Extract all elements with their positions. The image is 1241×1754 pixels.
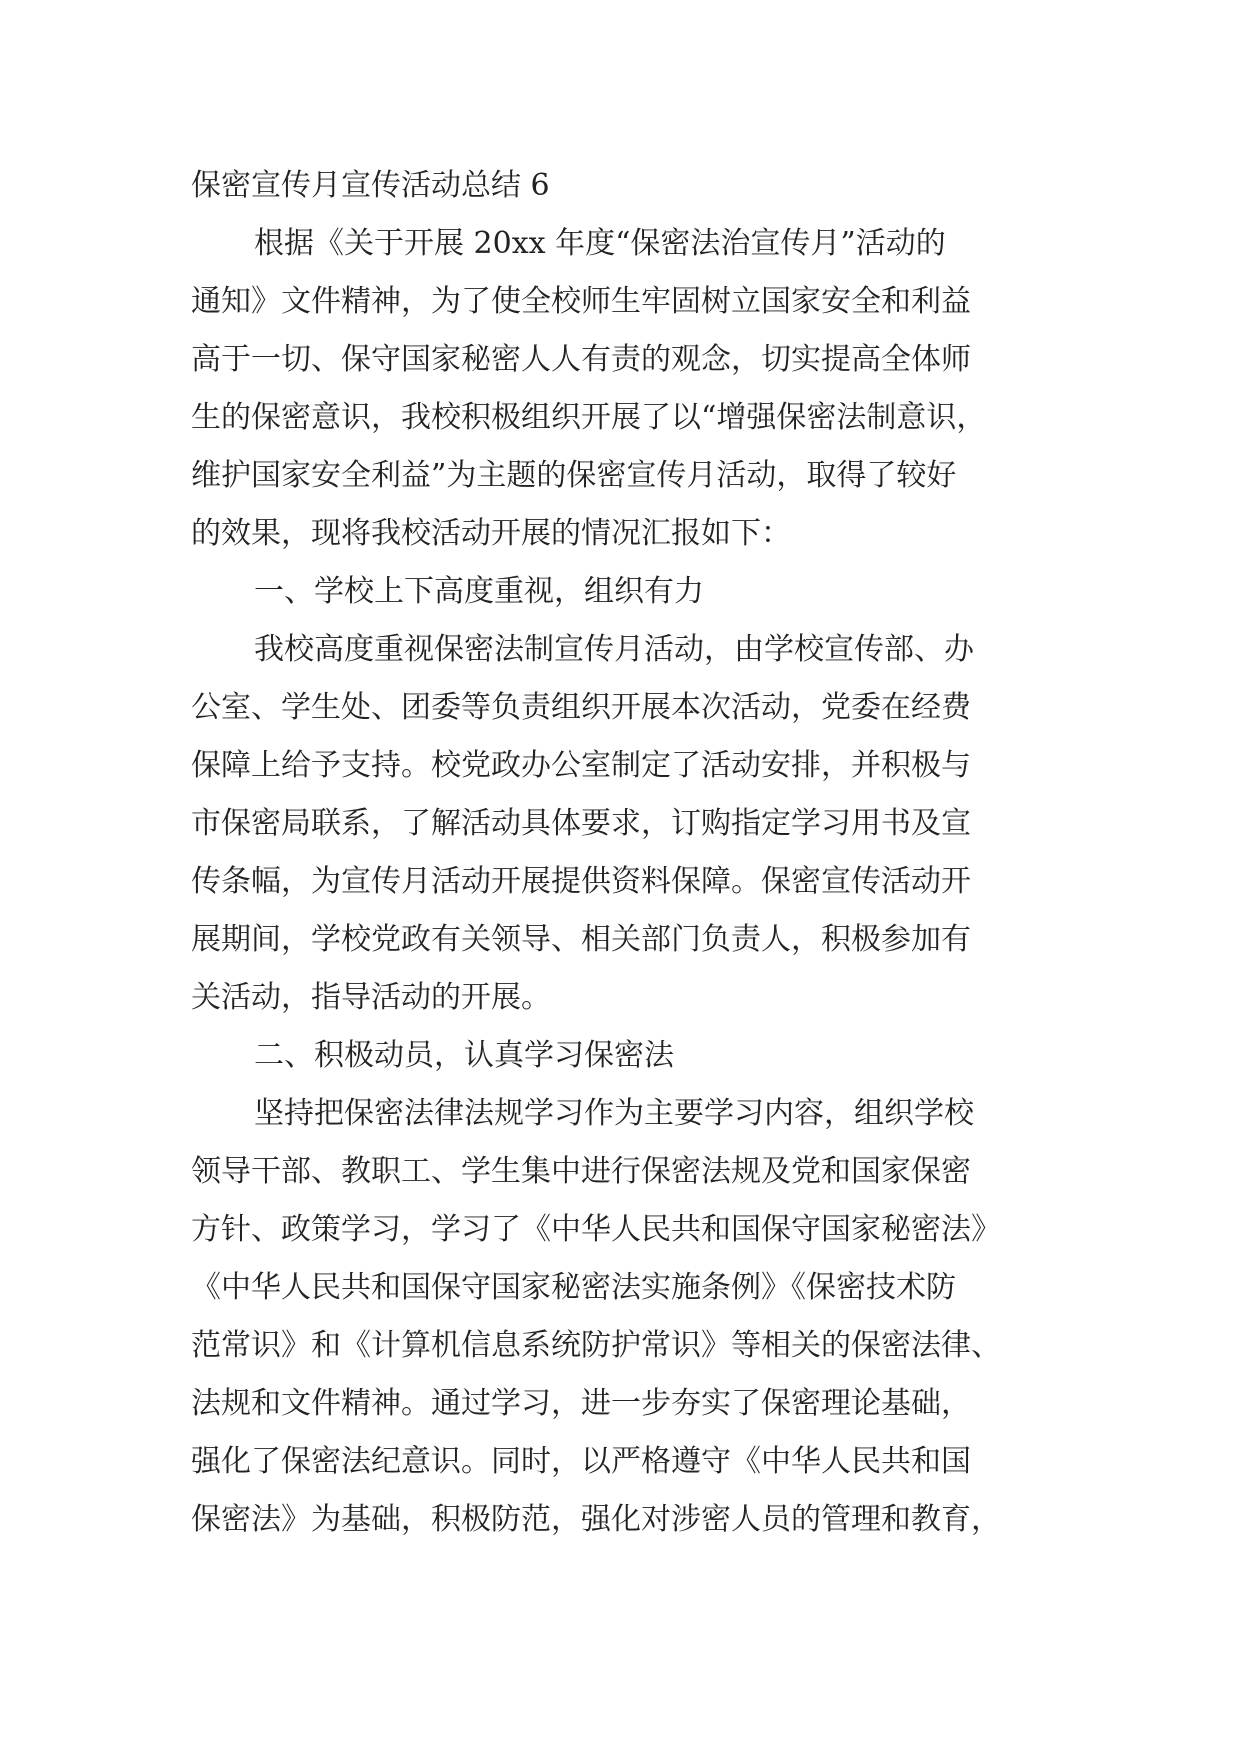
section-heading-1: 一、学校上下高度重视，组织有力: [254, 574, 704, 609]
paragraph-line: 公室、学生处、团委等负责组织开展本次活动，党委在经费: [191, 690, 971, 725]
paragraph-line: 根据《关于开展 20xx 年度“保密法治宣传月”活动的: [254, 226, 946, 261]
paragraph-line: 生的保密意识，我校积极组织开展了以“增强保密法制意识，: [191, 400, 987, 435]
document-title: 保密宣传月宣传活动总结 6: [191, 168, 550, 203]
paragraph-line: 维护国家安全利益”为主题的保密宣传月活动，取得了较好: [191, 458, 957, 493]
paragraph-line: 展期间，学校党政有关领导、相关部门负责人，积极参加有: [191, 922, 971, 957]
paragraph-line: 强化了保密法纪意识。同时，以严格遵守《中华人民共和国: [191, 1444, 971, 1479]
paragraph-line: 传条幅，为宣传月活动开展提供资料保障。保密宣传活动开: [191, 864, 971, 899]
paragraph-line: 我校高度重视保密法制宣传月活动，由学校宣传部、办: [254, 632, 974, 667]
paragraph-line: 保密法》为基础，积极防范，强化对涉密人员的管理和教育，: [191, 1502, 1001, 1537]
paragraph-line: 范常识》和《计算机信息系统防护常识》等相关的保密法律、: [191, 1328, 1001, 1363]
paragraph-line: 的效果，现将我校活动开展的情况汇报如下：: [191, 516, 791, 551]
paragraph-line: 方针、政策学习，学习了《中华人民共和国保守国家秘密法》: [191, 1212, 1001, 1247]
paragraph-line: 高于一切、保守国家秘密人人有责的观念，切实提高全体师: [191, 342, 971, 377]
paragraph-line: 坚持把保密法律法规学习作为主要学习内容，组织学校: [254, 1096, 974, 1131]
paragraph-line: 关活动，指导活动的开展。: [191, 980, 551, 1015]
paragraph-line: 市保密局联系，了解活动具体要求，订购指定学习用书及宣: [191, 806, 971, 841]
paragraph-line: 领导干部、教职工、学生集中进行保密法规及党和国家保密: [191, 1154, 971, 1189]
paragraph-line: 保障上给予支持。校党政办公室制定了活动安排，并积极与: [191, 748, 971, 783]
paragraph-line: 法规和文件精神。通过学习，进一步夯实了保密理论基础，: [191, 1386, 971, 1421]
paragraph-line: 通知》文件精神，为了使全校师生牢固树立国家安全和利益: [191, 284, 971, 319]
paragraph-line: 《中华人民共和国保守国家秘密法实施条例》《保密技术防: [191, 1270, 956, 1305]
section-heading-2: 二、积极动员，认真学习保密法: [254, 1038, 674, 1073]
